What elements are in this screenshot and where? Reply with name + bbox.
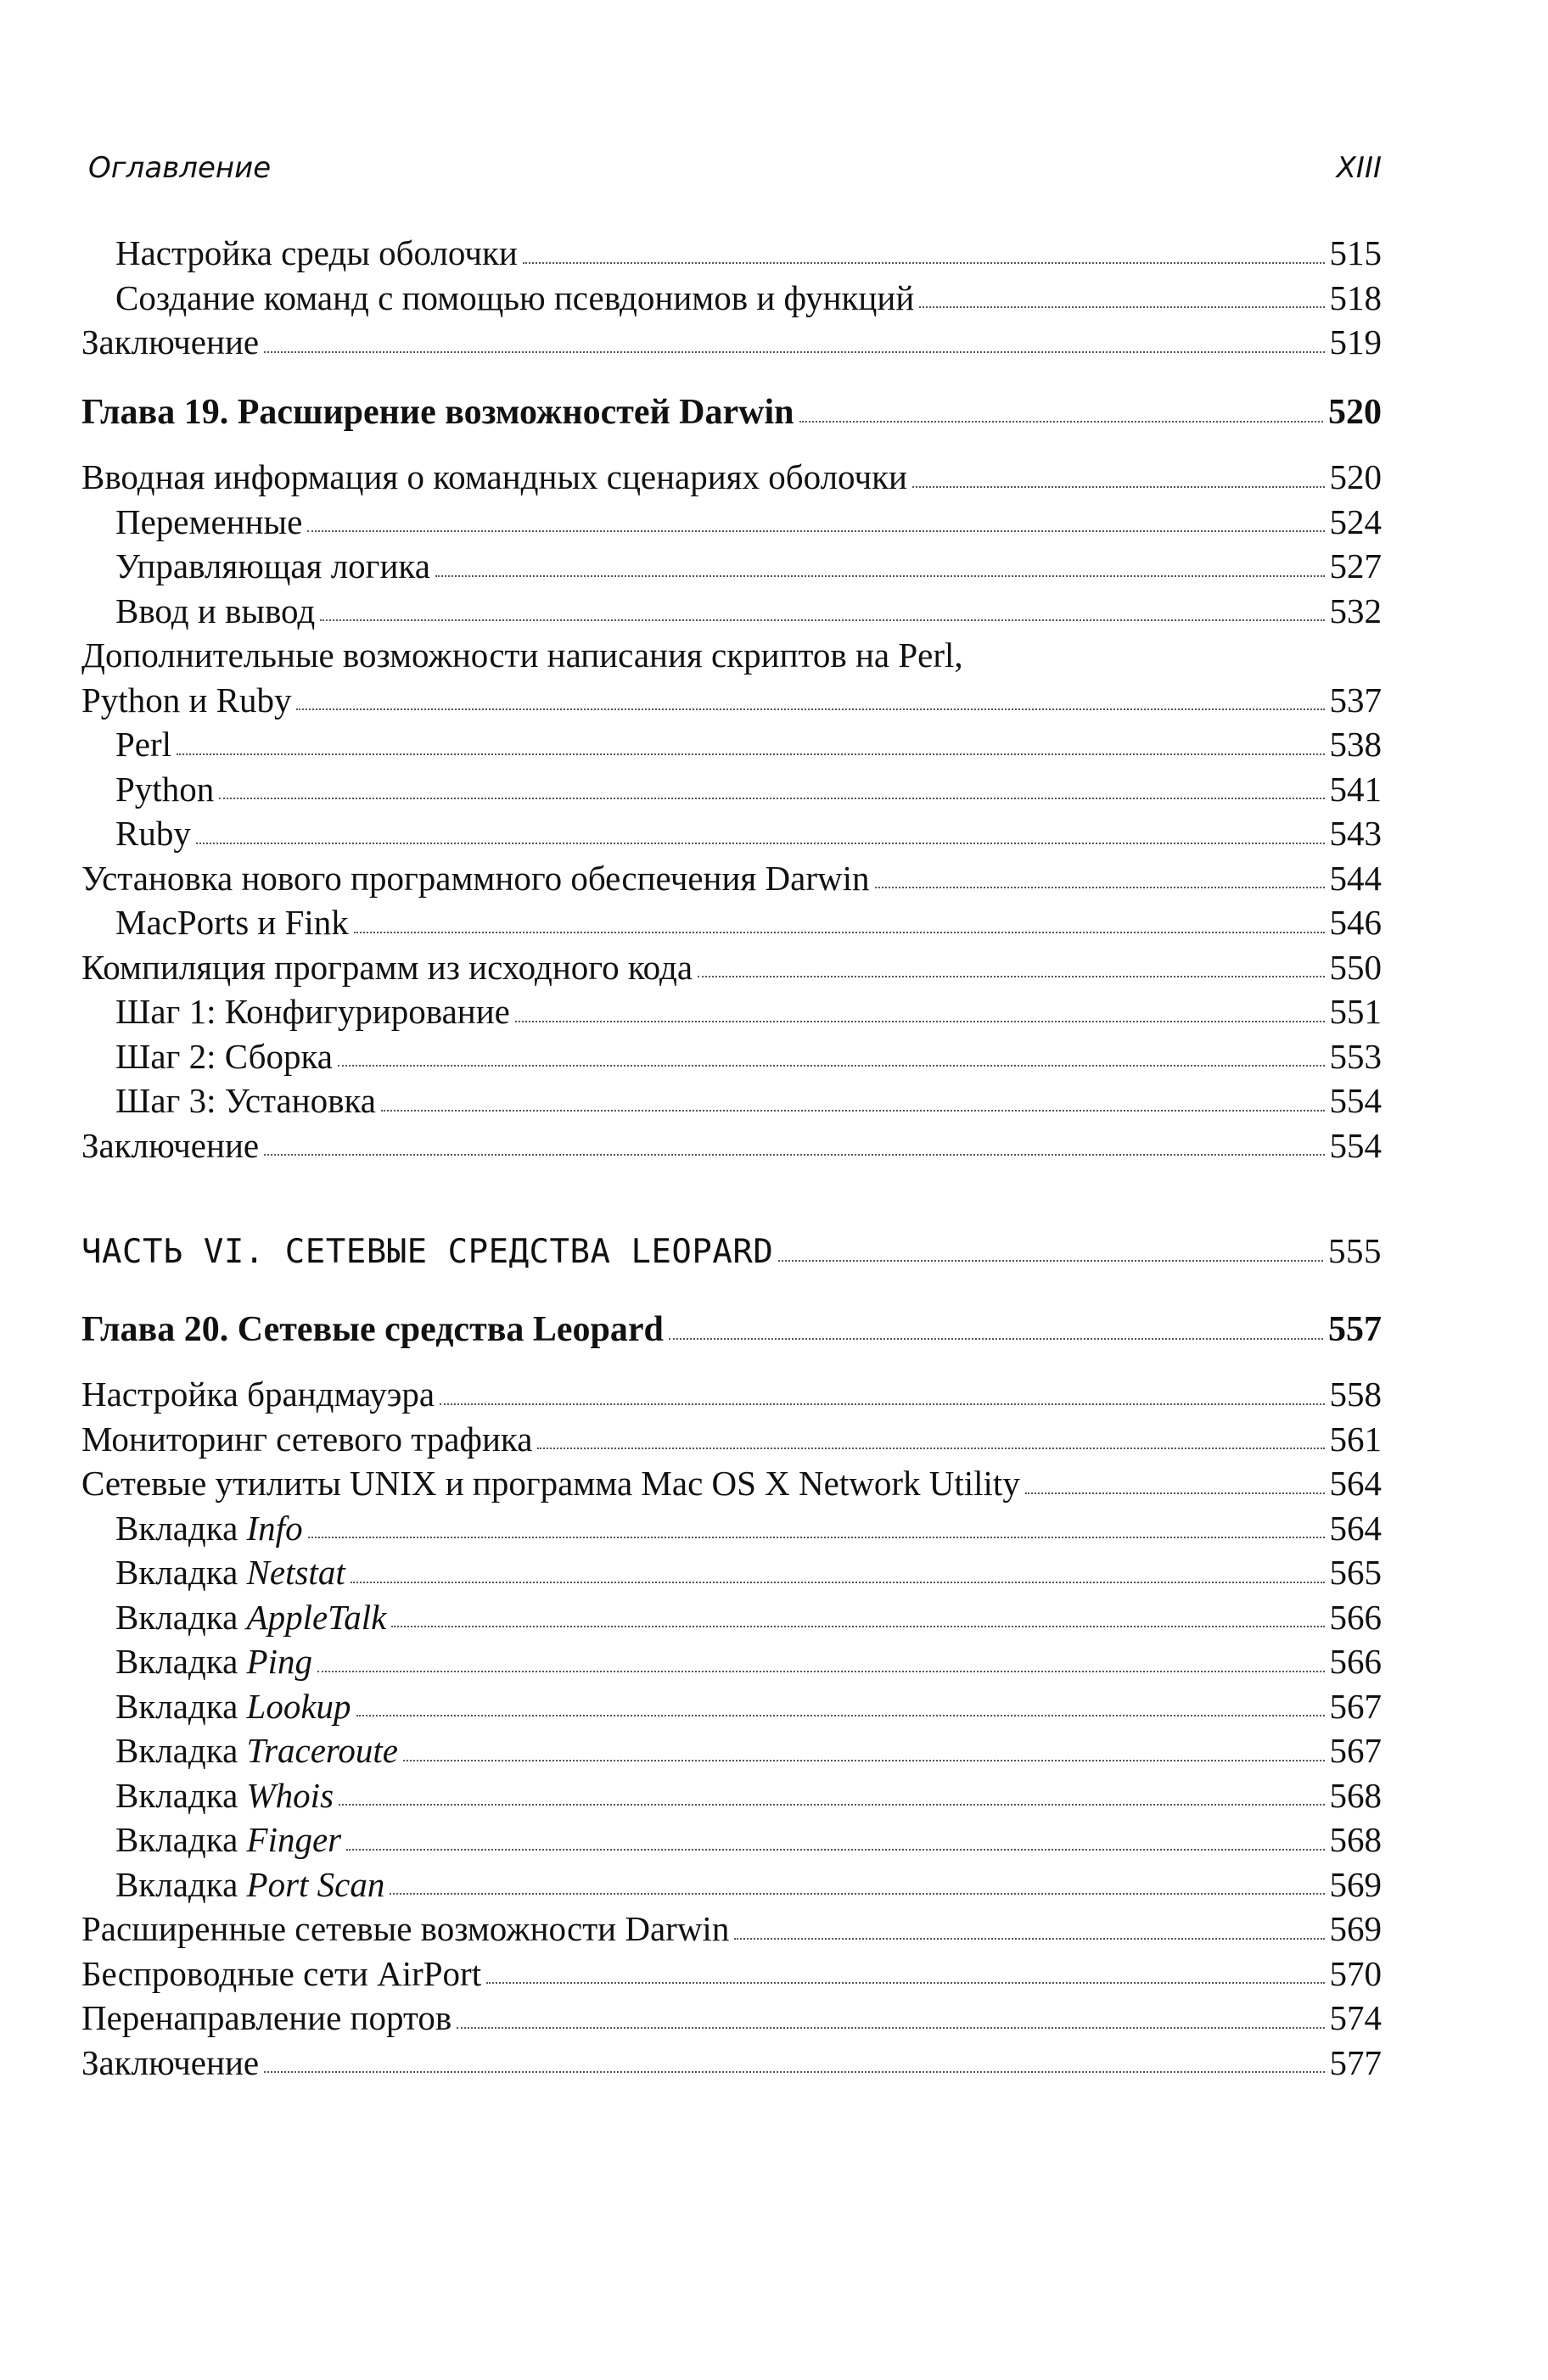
toc-entry-label: Заключение — [81, 1125, 260, 1165]
toc-entry-label: Настройка брандмауэра — [81, 1375, 435, 1414]
toc-entry-page: 519 — [1329, 322, 1382, 361]
dot-leader — [698, 975, 1324, 977]
dot-leader — [515, 1020, 1325, 1022]
tab-name: Netstat — [246, 1553, 345, 1592]
toc-entry-page: 564 — [1329, 1464, 1382, 1503]
dot-leader — [457, 2026, 1324, 2029]
toc-entry[interactable] — [81, 811, 1382, 856]
toc-entry[interactable] — [81, 320, 1382, 365]
toc-part-6[interactable] — [81, 1229, 1382, 1274]
toc-entry[interactable] — [81, 1506, 1382, 1551]
dot-leader — [296, 708, 1324, 710]
toc-entry-page: 564 — [1329, 1508, 1382, 1548]
toc-entry[interactable] — [81, 276, 1382, 321]
dot-leader — [669, 1337, 1323, 1340]
dot-leader — [346, 1848, 1324, 1851]
toc-entry[interactable] — [81, 722, 1382, 767]
toc-entry-page: 566 — [1329, 1642, 1382, 1681]
toc-entry[interactable] — [81, 1078, 1382, 1123]
toc-entry[interactable] — [81, 2041, 1382, 2086]
toc-entry-label: Ввод и вывод — [115, 591, 316, 630]
toc-entry-label: Управляющая логика — [115, 546, 430, 585]
dot-leader — [308, 1536, 1325, 1538]
chapter-title: Глава 20. Сетевые средства Leopard — [81, 1309, 664, 1349]
toc-entry-page: 565 — [1329, 1553, 1382, 1592]
toc-entry-page: 574 — [1329, 1998, 1382, 2037]
toc-entry[interactable] — [81, 945, 1382, 990]
toc-entry[interactable] — [81, 900, 1382, 945]
toc-chapter-20[interactable] — [81, 1308, 1382, 1352]
toc-entry-page: 546 — [1329, 903, 1382, 942]
toc-entry[interactable] — [81, 1595, 1382, 1640]
toc-entry[interactable] — [81, 1952, 1382, 1996]
toc-entry-label: Мониторинг сетевого трафика — [81, 1419, 533, 1459]
chapter-page: 557 — [1328, 1309, 1382, 1349]
running-head-page-number: XIII — [1336, 151, 1382, 185]
toc-entry-label: Вкладка Traceroute — [115, 1731, 398, 1770]
toc-entry[interactable] — [81, 1996, 1382, 2041]
dot-leader — [356, 1714, 1325, 1716]
part-page: 555 — [1328, 1231, 1382, 1270]
toc-entry-page: 550 — [1329, 947, 1382, 987]
toc-entry-page: 568 — [1329, 1820, 1382, 1859]
toc-entry-label: Python — [115, 769, 215, 809]
toc-entry[interactable] — [81, 856, 1382, 901]
toc-entry[interactable] — [81, 500, 1382, 545]
dot-leader — [307, 529, 1324, 532]
toc-entry-label: Шаг 3: Установка — [115, 1081, 376, 1120]
toc-entry-page: 527 — [1329, 546, 1382, 585]
toc-entry-page: 515 — [1329, 233, 1382, 272]
toc-entry-label: Вкладка Lookup — [115, 1686, 351, 1726]
dot-leader — [320, 619, 1324, 621]
dot-leader — [351, 1581, 1325, 1583]
toc-entry[interactable] — [81, 1639, 1382, 1684]
toc-entry-label: Установка нового программного обеспечения Darwin — [81, 858, 870, 898]
toc-entry[interactable] — [81, 544, 1382, 589]
part-title: ЧАСТЬ VI. СЕТЕВЫЕ СРЕДСТВА LEOPARD — [81, 1233, 774, 1271]
toc-entry-page: 570 — [1329, 1953, 1382, 1993]
toc-entry-page: 524 — [1329, 501, 1382, 541]
toc-entry-page: 553 — [1329, 1036, 1382, 1076]
toc-entry-page: 537 — [1329, 680, 1382, 720]
dot-leader — [1025, 1492, 1325, 1494]
toc-entry-page: 566 — [1329, 1597, 1382, 1637]
toc-entry[interactable] — [81, 231, 1382, 276]
toc-entry[interactable] — [81, 1417, 1382, 1462]
toc-entry-label: Шаг 1: Конфигурирование — [115, 992, 510, 1031]
running-head-title: Оглавление — [88, 151, 272, 185]
dot-leader — [264, 1153, 1324, 1156]
tab-name: Info — [246, 1508, 303, 1548]
toc-entry[interactable] — [81, 1034, 1382, 1079]
toc-entry-page: 561 — [1329, 1419, 1382, 1459]
dot-leader — [778, 1259, 1323, 1262]
dot-leader — [912, 485, 1325, 488]
toc-entry-label: Заключение — [81, 322, 260, 361]
dot-leader — [339, 1803, 1324, 1806]
dot-leader — [354, 931, 1325, 933]
chapter-page: 520 — [1328, 392, 1382, 432]
dot-leader — [196, 842, 1325, 844]
toc-entry-page: 551 — [1329, 992, 1382, 1031]
dot-leader — [317, 1670, 1325, 1672]
dot-leader — [264, 2070, 1324, 2073]
toc-entry[interactable] — [81, 989, 1382, 1034]
dot-leader — [734, 1937, 1324, 1940]
dot-leader — [799, 420, 1323, 423]
toc-entry-label: Python и Ruby — [81, 680, 292, 720]
dot-leader — [440, 1403, 1324, 1405]
toc-chapter-19[interactable] — [81, 390, 1382, 435]
dot-leader — [523, 261, 1325, 264]
toc-entry-label: Вкладка AppleTalk — [115, 1597, 387, 1637]
dot-leader — [391, 1625, 1324, 1627]
toc-entry-label: Ruby — [115, 814, 191, 853]
running-head — [88, 151, 1382, 193]
toc-entry-page: 558 — [1329, 1375, 1382, 1414]
toc-entry-label: Заключение — [81, 2042, 260, 2082]
dot-leader — [219, 797, 1324, 799]
toc-entry-label: Вкладка Whois — [115, 1775, 334, 1815]
toc-entry-page: 554 — [1329, 1081, 1382, 1120]
toc-entry[interactable] — [81, 1372, 1382, 1417]
tab-name: Whois — [246, 1775, 334, 1815]
dot-leader — [875, 886, 1325, 888]
toc-entry[interactable] — [81, 589, 1382, 634]
toc-entry-page: 518 — [1329, 277, 1382, 317]
toc-entry[interactable] — [81, 1550, 1382, 1595]
toc-entry-page: 567 — [1329, 1731, 1382, 1770]
toc-entry[interactable] — [81, 1123, 1382, 1168]
toc-entry-label: Вводная информация о командных сценариях оболочки — [81, 457, 907, 496]
dot-leader — [177, 753, 1324, 755]
toc-entry-label: Вкладка Finger — [115, 1820, 342, 1859]
toc-entry[interactable] — [81, 1728, 1382, 1773]
toc-entry[interactable] — [81, 767, 1382, 812]
toc-entry-page: 568 — [1329, 1775, 1382, 1815]
table-of-contents — [81, 231, 1382, 2085]
toc-entry-label: MacPorts и Fink — [115, 903, 349, 942]
toc-entry-page: 577 — [1329, 2042, 1382, 2082]
dot-leader — [919, 305, 1324, 308]
toc-entry-page: 554 — [1329, 1125, 1382, 1165]
toc-entry-label: Создание команд с помощью псевдонимов и функций — [115, 277, 915, 317]
toc-entry[interactable] — [81, 1461, 1382, 1506]
toc-entry[interactable] — [81, 1817, 1382, 1862]
toc-entry-label: Компиляция программ из исходного кода — [81, 947, 693, 987]
toc-entry-page: 569 — [1329, 1909, 1382, 1948]
toc-entry-label: Сетевые утилиты UNIX и программа Mac OS X Network Utility — [81, 1464, 1020, 1503]
tab-name: Ping — [246, 1642, 312, 1681]
tab-name: Port Scan — [246, 1864, 385, 1904]
toc-entry-page: 569 — [1329, 1864, 1382, 1904]
toc-entry-page: 520 — [1329, 457, 1382, 496]
dot-leader — [264, 350, 1324, 353]
toc-entry[interactable] — [81, 1862, 1382, 1907]
toc-entry-label: Беспроводные сети AirPort — [81, 1953, 482, 1993]
toc-entry[interactable] — [81, 1907, 1382, 1952]
tab-name: AppleTalk — [246, 1597, 387, 1637]
toc-entry[interactable] — [81, 1773, 1382, 1818]
toc-entry-page: 543 — [1329, 814, 1382, 853]
toc-entry[interactable] — [81, 455, 1382, 500]
dot-leader — [381, 1109, 1325, 1112]
tab-name: Lookup — [246, 1686, 351, 1726]
dot-leader — [486, 1981, 1324, 1984]
toc-entry-page: 544 — [1329, 858, 1382, 898]
tab-name: Finger — [246, 1820, 342, 1859]
toc-entry-label: Настройка среды оболочки — [115, 233, 518, 272]
toc-entry-page: 532 — [1329, 591, 1382, 630]
toc-entry-label: Вкладка Ping — [115, 1642, 312, 1681]
toc-entry-label: Шаг 2: Сборка — [115, 1036, 333, 1076]
toc-entry-label: Перенаправление портов — [81, 1998, 452, 2037]
toc-entry-label: Расширенные сетевые возможности Darwin — [81, 1909, 730, 1948]
toc-entry-label: Вкладка Info — [115, 1508, 303, 1548]
chapter-title: Глава 19. Расширение возможностей Darwin — [81, 392, 794, 432]
dot-leader — [403, 1759, 1325, 1761]
toc-entry-page: 567 — [1329, 1686, 1382, 1726]
tab-name: Traceroute — [246, 1731, 398, 1770]
toc-entry-page: 538 — [1329, 725, 1382, 764]
toc-entry-label: Переменные — [115, 501, 303, 541]
toc-entry[interactable] — [81, 678, 1382, 723]
toc-entry-page: 541 — [1329, 769, 1382, 809]
dot-leader — [338, 1064, 1325, 1067]
dot-leader — [537, 1447, 1324, 1449]
toc-entry[interactable] — [81, 1684, 1382, 1729]
dot-leader — [435, 574, 1325, 577]
toc-entry-label: Perl — [115, 725, 172, 764]
toc-entry-label: Вкладка Netstat — [115, 1553, 345, 1592]
toc-entry-label: Дополнительные возможности написания скриптов на Perl, — [81, 636, 963, 675]
dot-leader — [390, 1892, 1324, 1895]
toc-entry-label: Вкладка Port Scan — [115, 1864, 385, 1904]
toc-entry-wrapped-line[interactable] — [81, 633, 1382, 678]
